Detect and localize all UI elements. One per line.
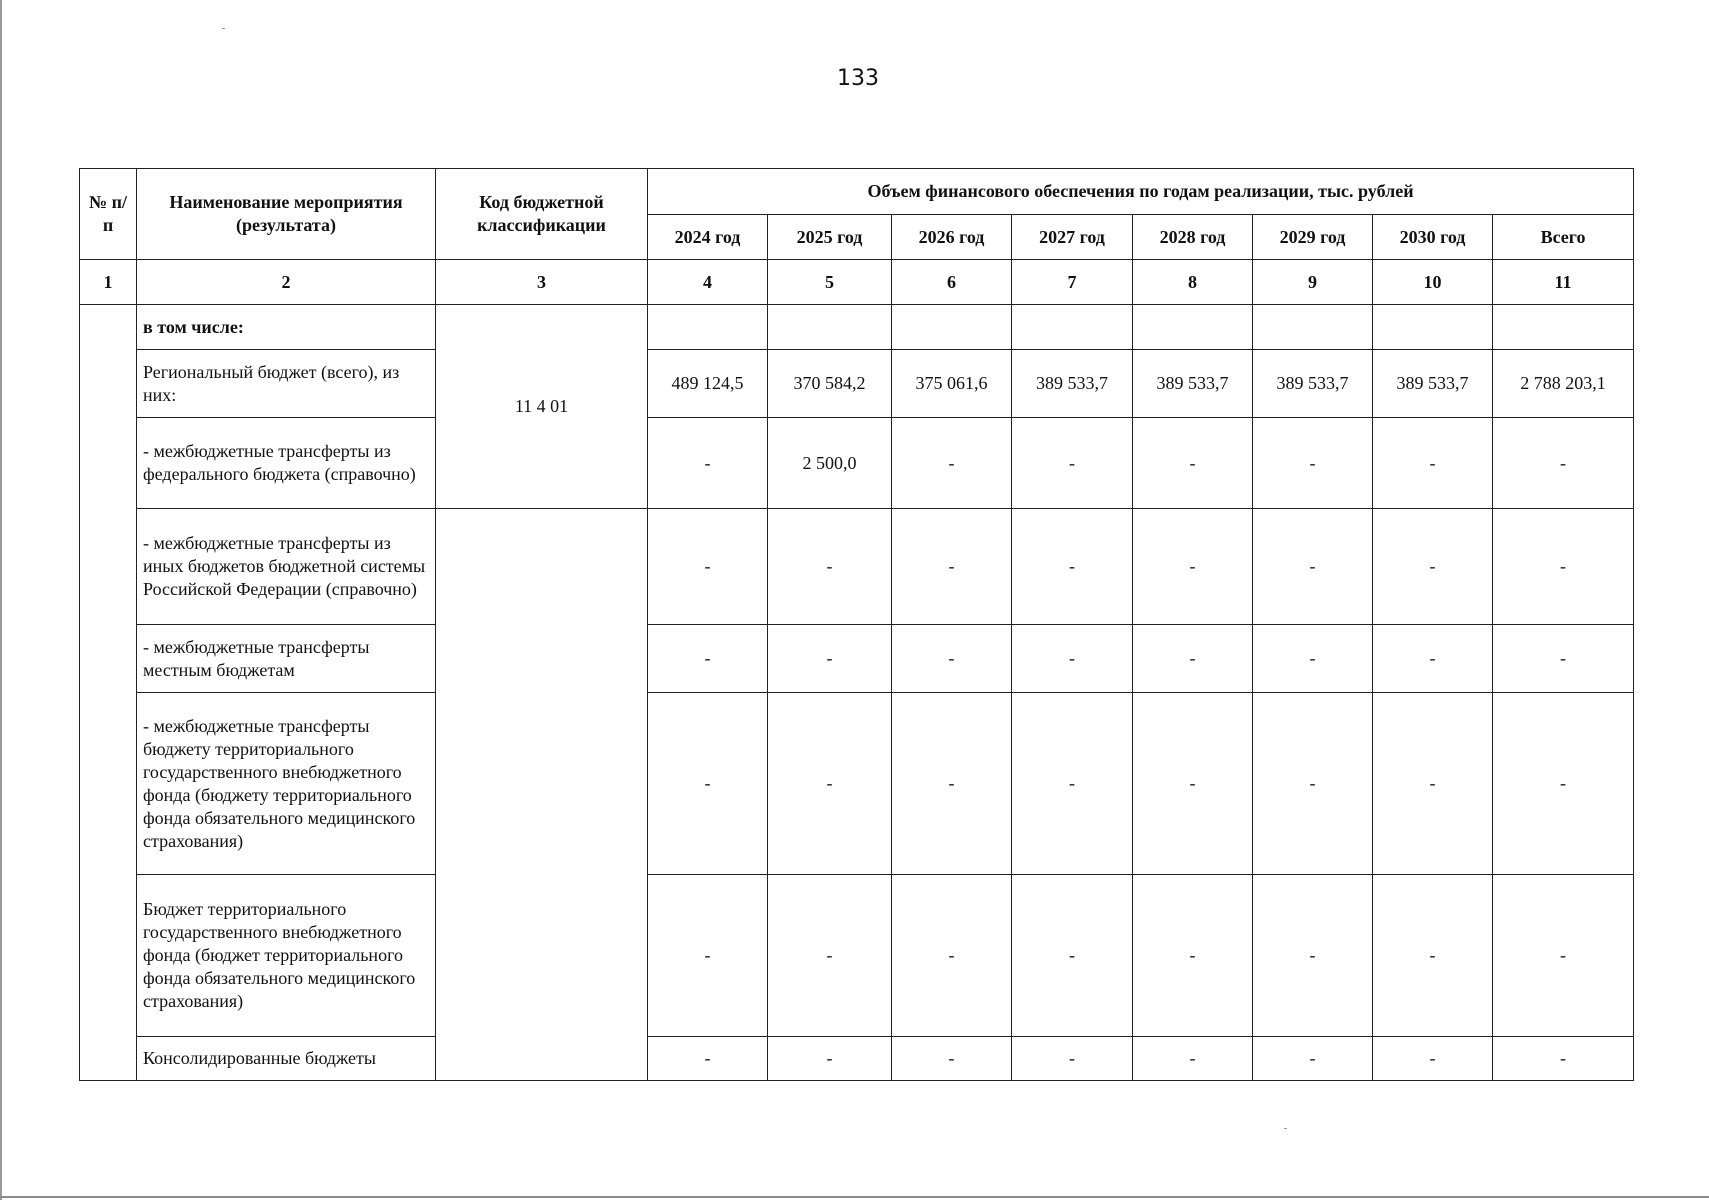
value-cell: - xyxy=(1373,875,1493,1037)
value-cell: - xyxy=(1493,693,1634,875)
value-cell: - xyxy=(892,509,1012,625)
header-total: Всего xyxy=(1493,215,1634,260)
header-year: 2025 год xyxy=(768,215,892,260)
value-cell: - xyxy=(1012,693,1133,875)
header-year: 2024 год xyxy=(648,215,768,260)
table-row xyxy=(80,693,1634,875)
value-cell: - xyxy=(1253,509,1373,625)
header-year: 2030 год xyxy=(1373,215,1493,260)
value-cell: 2 500,0 xyxy=(768,418,892,509)
value-cell: - xyxy=(1012,509,1133,625)
page-left-edge xyxy=(0,0,2,1200)
value-cell: - xyxy=(892,693,1012,875)
budget-code-empty xyxy=(436,509,648,1081)
value-cell: - xyxy=(648,625,768,693)
value-cell: - xyxy=(1373,693,1493,875)
value-cell: - xyxy=(768,693,892,875)
value-cell: - xyxy=(1133,625,1253,693)
value-cell: 389 533,7 xyxy=(1012,350,1133,418)
value-cell: - xyxy=(768,1037,892,1081)
value-cell xyxy=(1012,305,1133,350)
value-cell xyxy=(1493,305,1634,350)
column-index-row xyxy=(80,260,1634,305)
value-cell: - xyxy=(1012,875,1133,1037)
value-cell: - xyxy=(648,1037,768,1081)
value-cell: - xyxy=(1493,418,1634,509)
column-index: 2 xyxy=(137,260,436,305)
value-cell: - xyxy=(1012,418,1133,509)
value-cell: - xyxy=(1253,875,1373,1037)
value-cell: - xyxy=(1253,418,1373,509)
value-cell xyxy=(892,305,1012,350)
value-cell: - xyxy=(648,418,768,509)
column-index: 3 xyxy=(436,260,648,305)
value-cell: - xyxy=(1133,875,1253,1037)
row-name: - межбюджетные трансферты бюджету территориального государственного внебюджетного фонда (бюджету территориального фонда обязательного медицинского страхования) xyxy=(137,693,436,875)
header-num: № п/п xyxy=(80,169,137,260)
table-row xyxy=(80,509,1634,625)
value-cell: - xyxy=(1373,625,1493,693)
row-name: Бюджет территориального государственного внебюджетного фонда (бюджет территориального фонда обязательного медицинского страхования) xyxy=(137,875,436,1037)
value-cell: - xyxy=(1493,1037,1634,1081)
value-cell xyxy=(648,305,768,350)
value-cell: 389 533,7 xyxy=(1133,350,1253,418)
value-cell: - xyxy=(648,693,768,875)
value-cell: - xyxy=(648,875,768,1037)
column-index: 6 xyxy=(892,260,1012,305)
value-cell: - xyxy=(1012,625,1133,693)
value-cell: - xyxy=(1493,875,1634,1037)
header-year: 2029 год xyxy=(1253,215,1373,260)
table-row xyxy=(80,625,1634,693)
column-index: 11 xyxy=(1493,260,1634,305)
header-name: Наименование мероприятия (результата) xyxy=(137,169,436,260)
value-cell: - xyxy=(892,418,1012,509)
column-index: 5 xyxy=(768,260,892,305)
page-bottom-edge xyxy=(0,1196,1709,1198)
value-cell: - xyxy=(1493,625,1634,693)
row-name: - межбюджетные трансферты из федерального бюджета (справочно) xyxy=(137,418,436,509)
value-cell xyxy=(1253,305,1373,350)
value-cell: - xyxy=(768,625,892,693)
row-number-cell xyxy=(80,305,137,1081)
column-index: 9 xyxy=(1253,260,1373,305)
header-year: 2027 год xyxy=(1012,215,1133,260)
value-cell: - xyxy=(1133,1037,1253,1081)
value-cell: - xyxy=(1493,509,1634,625)
value-cell: - xyxy=(892,875,1012,1037)
row-name: в том числе: xyxy=(137,305,436,350)
value-cell: 389 533,7 xyxy=(1373,350,1493,418)
column-index: 10 xyxy=(1373,260,1493,305)
value-cell: - xyxy=(1133,509,1253,625)
value-cell: - xyxy=(1133,693,1253,875)
table-row xyxy=(80,305,1634,350)
column-index: 8 xyxy=(1133,260,1253,305)
column-index: 7 xyxy=(1012,260,1133,305)
value-cell: - xyxy=(768,509,892,625)
value-cell: - xyxy=(1373,418,1493,509)
column-index: 4 xyxy=(648,260,768,305)
scan-speck xyxy=(1284,1128,1287,1129)
value-cell: - xyxy=(1373,1037,1493,1081)
value-cell: - xyxy=(648,509,768,625)
budget-code: 11 4 01 xyxy=(436,305,648,509)
value-cell: - xyxy=(1253,693,1373,875)
value-cell: 389 533,7 xyxy=(1253,350,1373,418)
value-cell: - xyxy=(1133,418,1253,509)
row-name: - межбюджетные трансферты местным бюджетам xyxy=(137,625,436,693)
table-row xyxy=(80,875,1634,1037)
value-cell xyxy=(1133,305,1253,350)
value-cell: 489 124,5 xyxy=(648,350,768,418)
table-row xyxy=(80,350,1634,418)
value-cell: - xyxy=(1253,625,1373,693)
value-cell: - xyxy=(768,875,892,1037)
value-cell: 375 061,6 xyxy=(892,350,1012,418)
value-cell: 2 788 203,1 xyxy=(1493,350,1634,418)
value-cell: - xyxy=(1373,509,1493,625)
value-cell xyxy=(1373,305,1493,350)
scan-speck xyxy=(222,28,225,29)
header-code: Код бюджетной классификации xyxy=(436,169,648,260)
value-cell: 370 584,2 xyxy=(768,350,892,418)
header-year: 2026 год xyxy=(892,215,1012,260)
value-cell xyxy=(768,305,892,350)
value-cell: - xyxy=(1012,1037,1133,1081)
table-row xyxy=(80,1037,1634,1081)
table-row xyxy=(80,418,1634,509)
header-year: 2028 год xyxy=(1133,215,1253,260)
value-cell: - xyxy=(892,1037,1012,1081)
row-name: Консолидированные бюджеты xyxy=(137,1037,436,1081)
row-name: - межбюджетные трансферты из иных бюджетов бюджетной системы Российской Федерации (справочно) xyxy=(137,509,436,625)
financing-table xyxy=(79,168,1634,1081)
value-cell: - xyxy=(892,625,1012,693)
page-number: 133 xyxy=(837,66,879,91)
row-name: Региональный бюджет (всего), из них: xyxy=(137,350,436,418)
value-cell: - xyxy=(1253,1037,1373,1081)
header-volume: Объем финансового обеспечения по годам реализации, тыс. рублей xyxy=(648,169,1634,215)
column-index: 1 xyxy=(80,260,137,305)
